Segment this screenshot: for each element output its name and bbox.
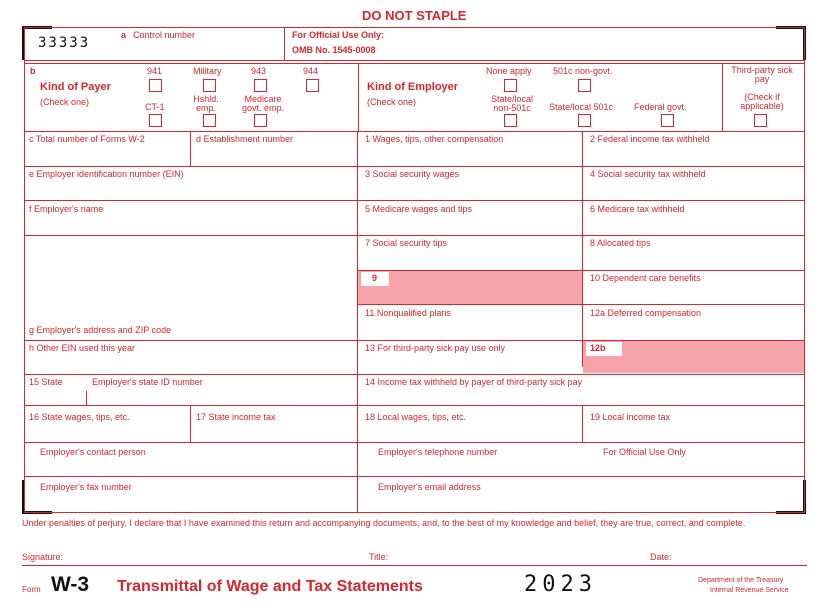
box-18-label: 18 Local wages, tips, etc. <box>365 412 467 422</box>
signature-label: Signature: <box>22 552 64 562</box>
payer-medicare-label: Medicare govt. emp. <box>241 94 285 113</box>
box-2-label: 2 Federal income tax withheld <box>590 134 710 144</box>
date-label: Date: <box>650 552 672 562</box>
employer-none-checkbox[interactable] <box>504 79 517 92</box>
payer-944-checkbox[interactable] <box>306 79 319 92</box>
box-3-label: 3 Social security wages <box>365 169 460 179</box>
box-6-label: 6 Medicare tax withheld <box>590 204 685 214</box>
box-5-label: 5 Medicare wages and tips <box>365 204 473 214</box>
employer-statelocal-non501c-label: State/local non-501c <box>490 94 534 113</box>
box-8-label: 8 Allocated tips <box>590 238 651 248</box>
official-use-title: For Official Use Only: <box>292 30 385 40</box>
right-row-7 <box>358 235 805 236</box>
control-number-label: Control number <box>133 30 196 40</box>
fax-number-label: Employer's fax number <box>40 482 132 492</box>
cd-divider <box>190 131 191 166</box>
dept-irs: Internal Revenue Service <box>710 587 789 594</box>
control-code: 33333 <box>38 35 91 51</box>
box-11-label: 11 Nonqualified plans <box>365 308 451 318</box>
row-fax <box>24 476 805 477</box>
left-row-6 <box>24 340 358 341</box>
third-party-label: Third-party sick pay <box>731 65 793 84</box>
official-use-box-label: For Official Use Only <box>603 447 686 457</box>
box-12a-label: 12a Deferred compensation <box>590 308 702 318</box>
row-line-2 <box>24 131 805 132</box>
payer-943-checkbox[interactable] <box>254 79 267 92</box>
left-row-5 <box>24 235 358 236</box>
box-7-label: 7 Social security tips <box>365 238 448 248</box>
form-year: 2023 <box>524 572 597 597</box>
box-13-label: 13 For third-party sick pay use only <box>365 343 506 353</box>
perjury-statement: Under penalties of perjury, I declare that I have examined this return and accompanying documents, and, to the best of my knowledge and belief, they are true, correct, and complete. <box>22 518 746 528</box>
b16-b17-divider <box>190 405 191 442</box>
row-16 <box>24 405 805 406</box>
payer-military-label: Military <box>193 66 222 76</box>
left-row-4 <box>24 200 358 201</box>
right-row-5 <box>358 200 805 201</box>
box-h-label: h Other EIN used this year <box>29 343 136 353</box>
box-g-label: g Employer's address and ZIP code <box>29 325 172 335</box>
box-15-state-id-label: Employer's state ID number <box>92 377 203 387</box>
telephone-label: Employer's telephone number <box>378 447 498 457</box>
payer-military-checkbox[interactable] <box>203 79 216 92</box>
form-title: Transmittal of Wage and Tax Statements <box>117 578 423 595</box>
employer-statelocal-501c-label: State/local 501c <box>549 102 614 112</box>
box-4-label: 4 Social security tax withheld <box>590 169 706 179</box>
employer-federal-label: Federal govt. <box>634 102 687 112</box>
box-b-letter: b <box>30 66 36 76</box>
payer-944-label: 944 <box>303 66 319 76</box>
payer-ct1-label: CT-1 <box>145 102 165 112</box>
payer-hshld-label: Hshld. emp. <box>193 94 219 113</box>
row-14 <box>24 374 805 375</box>
third-party-divider <box>722 63 723 131</box>
omb-number: OMB No. 1545-0008 <box>292 45 376 55</box>
box-1-label: 1 Wages, tips, other compensation <box>365 134 504 144</box>
employer-501c-checkbox[interactable] <box>578 79 591 92</box>
signature-line <box>22 565 807 566</box>
payer-941-label: 941 <box>147 66 163 76</box>
box-10-label: 10 Dependent care benefits <box>590 273 701 283</box>
right-row-11 <box>358 304 805 305</box>
third-party-sublabel: (Check if applicable) <box>740 92 784 111</box>
row-line-1b <box>24 63 805 64</box>
box-e-label: e Employer identification number (EIN) <box>29 169 184 179</box>
control-divider <box>284 27 285 60</box>
title-label: Title: <box>369 552 389 562</box>
employer-title: Kind of Employer <box>367 81 459 93</box>
right-row-13 <box>358 340 805 341</box>
left-row-3 <box>24 166 358 167</box>
form-word: Form <box>22 585 41 594</box>
form-name: W-3 <box>51 573 90 596</box>
box-f-label: f Employer's name <box>29 204 104 214</box>
payer-hshld-checkbox[interactable] <box>203 114 216 127</box>
box-19-label: 19 Local income tax <box>590 412 671 422</box>
employer-subtitle: (Check one) <box>367 97 417 107</box>
payer-941-checkbox[interactable] <box>149 79 162 92</box>
box-14-label: 14 Income tax withheld by payer of third-party sick pay <box>365 377 583 387</box>
payer-subtitle: (Check one) <box>40 97 90 107</box>
email-label: Employer's email address <box>378 482 481 492</box>
right-row-9 <box>358 270 805 271</box>
col-divider-right-b <box>582 405 583 442</box>
box-9-shade <box>358 271 582 304</box>
employer-none-label: None apply <box>486 66 532 76</box>
frame-top <box>24 27 805 28</box>
dept-treasury: Department of the Treasury <box>698 577 784 584</box>
payer-title: Kind of Payer <box>40 81 111 93</box>
contact-person-label: Employer's contact person <box>40 447 146 457</box>
box-16-label: 16 State wages, tips, etc. <box>29 412 130 422</box>
box-12b-label: 12b <box>590 343 606 353</box>
row-line-1 <box>24 60 805 61</box>
frame-bottom <box>24 512 805 513</box>
frame-left <box>24 27 25 513</box>
box-15-label: 15 State <box>29 377 63 387</box>
b15-divider <box>86 391 87 405</box>
third-party-checkbox[interactable] <box>754 114 767 127</box>
employer-statelocal-non501c-checkbox[interactable] <box>504 114 517 127</box>
box-9-label: 9 <box>372 273 378 283</box>
payer-943-label: 943 <box>251 66 267 76</box>
employer-federal-checkbox[interactable] <box>661 114 674 127</box>
box-d-label: d Establishment number <box>196 134 294 144</box>
row-contact <box>24 442 805 443</box>
col-divider-mid <box>357 131 358 512</box>
do-not-staple-notice: DO NOT STAPLE <box>362 8 467 23</box>
box-b-divider <box>358 63 359 131</box>
right-row-3 <box>358 166 805 167</box>
box-c-label: c Total number of Forms W-2 <box>29 134 145 144</box>
payer-ct1-checkbox[interactable] <box>149 114 162 127</box>
box-17-label: 17 State income tax <box>196 412 276 422</box>
employer-501c-label: 501c non-govt. <box>553 66 613 76</box>
employer-statelocal-501c-checkbox[interactable] <box>578 114 591 127</box>
payer-medicare-checkbox[interactable] <box>254 114 267 127</box>
control-letter: a <box>121 30 127 40</box>
